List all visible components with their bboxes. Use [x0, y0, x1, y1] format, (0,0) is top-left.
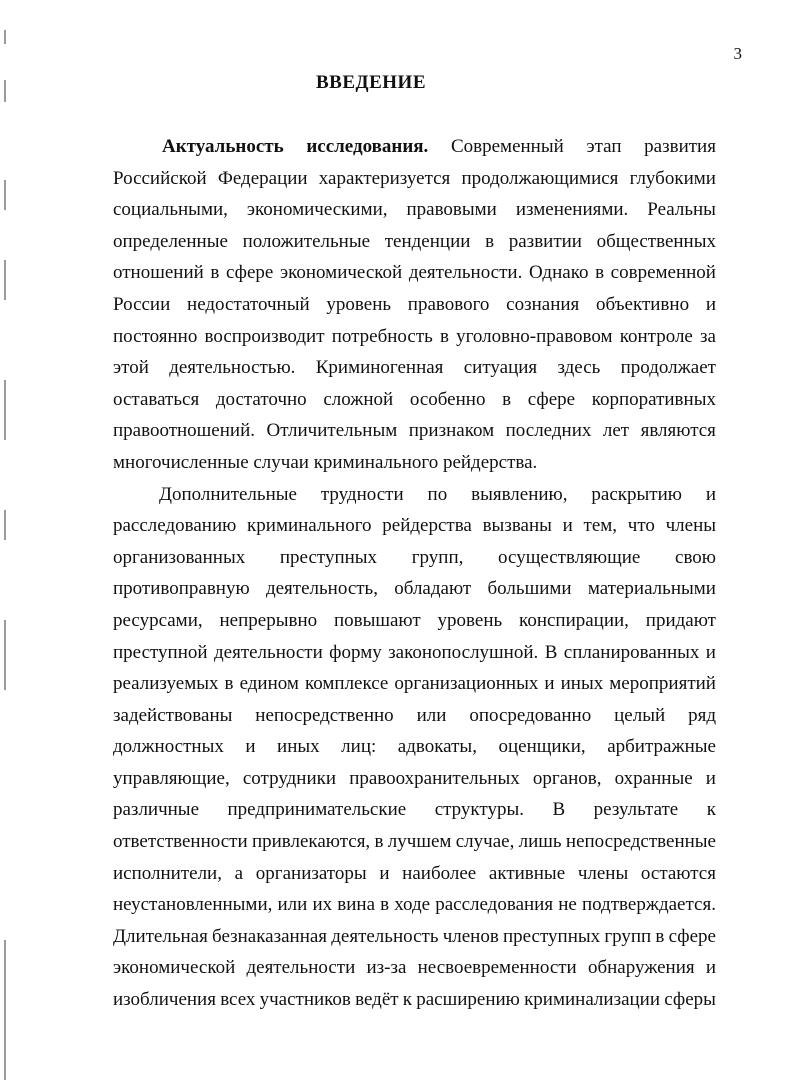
word: их	[312, 894, 333, 916]
text-line	[113, 668, 716, 700]
word: правового	[407, 293, 490, 315]
word: повышают	[333, 609, 421, 631]
word: задействованы	[113, 704, 233, 726]
word: криминализации	[524, 989, 661, 1011]
word: не	[558, 894, 577, 916]
word: исполнители,	[113, 862, 222, 884]
text-line	[113, 731, 716, 763]
word: сфере	[226, 262, 274, 284]
text-line	[113, 605, 716, 637]
word: рейдерства	[382, 515, 472, 537]
word: последних	[505, 420, 592, 442]
word: в	[502, 388, 512, 410]
word: сложной	[323, 388, 394, 410]
word: и	[705, 641, 716, 663]
word: или	[277, 894, 308, 916]
word: уровень	[326, 293, 392, 315]
word: привлекаются,	[251, 831, 371, 853]
scan-edge-mark	[4, 180, 6, 210]
text-line-content: многочисленные случаи криминального рейдерства.	[113, 451, 538, 473]
word: тем,	[583, 515, 618, 537]
word: определенные	[113, 230, 228, 252]
word: материальными	[587, 578, 716, 600]
word: целый	[614, 704, 666, 726]
word: иных	[277, 736, 320, 758]
scan-edge-mark	[4, 510, 6, 540]
word: мероприятий	[609, 673, 716, 695]
word: социальными,	[113, 199, 228, 221]
word: тенденции	[384, 230, 471, 252]
word: характеризуется	[318, 167, 451, 189]
word: Современный	[450, 136, 564, 157]
text-line	[113, 858, 716, 890]
word: остаются	[640, 862, 716, 884]
word: в	[595, 262, 605, 284]
word: и	[705, 293, 716, 315]
word: должностных	[113, 736, 224, 758]
word: ведёт	[355, 989, 399, 1011]
word: иных	[560, 673, 604, 695]
word: выявлению,	[471, 483, 568, 505]
word: ответственности	[113, 831, 248, 853]
word: реализуемых	[113, 673, 219, 695]
word: сферы	[664, 989, 716, 1011]
text-line	[113, 921, 716, 953]
word: Длительная	[113, 925, 208, 947]
word: изобличения	[113, 989, 216, 1011]
word: Федерации	[217, 167, 308, 189]
word: деятельности	[213, 641, 323, 663]
word: изменениями.	[515, 199, 629, 221]
body-text	[113, 131, 716, 1016]
word: в	[655, 925, 665, 947]
text-line	[113, 479, 716, 511]
word: результате	[593, 799, 679, 821]
word: потребность	[331, 325, 433, 347]
text-line	[113, 889, 716, 921]
word: лишь	[518, 831, 562, 853]
word: этап	[586, 136, 622, 157]
word: В	[544, 641, 558, 663]
word: правоотношений.	[113, 420, 255, 442]
word: управляющие,	[113, 767, 230, 789]
word: Актуальность	[162, 136, 284, 157]
word: наиболее	[402, 862, 477, 884]
word: организационных	[394, 673, 539, 695]
word: различные	[113, 799, 200, 821]
text-line	[113, 321, 716, 353]
word: в	[439, 325, 449, 347]
word: раскрытию	[591, 483, 682, 505]
word: форму	[329, 641, 382, 663]
word: органов,	[532, 767, 602, 789]
word: свою	[675, 546, 716, 568]
word: расширению	[416, 989, 520, 1011]
word: члены	[577, 862, 629, 884]
text-line	[113, 510, 716, 542]
word: являются	[640, 420, 716, 442]
text-line	[113, 573, 716, 605]
word: глубокими	[629, 167, 716, 189]
word: недостаточный	[187, 293, 310, 315]
word: особенно	[409, 388, 486, 410]
word: В	[552, 799, 566, 821]
word: сфере	[527, 388, 576, 410]
word: и	[562, 515, 573, 537]
word: развитии	[508, 230, 582, 252]
word: ряд	[688, 704, 716, 726]
word: и	[379, 862, 390, 884]
text-line	[113, 952, 716, 984]
text-line	[113, 447, 716, 479]
word: здесь	[557, 357, 601, 379]
text-line	[113, 257, 716, 289]
text-line	[113, 700, 716, 732]
word: опосредованно	[469, 704, 592, 726]
word: сфере	[668, 925, 716, 947]
word: правоохранительных	[349, 767, 520, 789]
word: развития	[644, 136, 716, 157]
word: охранные	[614, 767, 693, 789]
word: случае,	[455, 831, 515, 853]
scan-edge-mark	[4, 620, 6, 690]
text-line	[113, 415, 716, 447]
word: воспроизводит	[204, 325, 325, 347]
word: вина	[337, 894, 376, 916]
word: спланированных	[563, 641, 700, 663]
word: Реальны	[647, 199, 716, 221]
word: криминального	[247, 515, 372, 537]
page-number: 3	[733, 44, 742, 63]
word: конспирации,	[519, 609, 629, 631]
text-line	[113, 384, 716, 416]
word: обнаружения	[587, 957, 695, 979]
word: адвокаты,	[397, 736, 477, 758]
word: Российской	[113, 167, 207, 189]
word: организованных	[113, 546, 246, 568]
word: в	[380, 894, 390, 916]
text-line	[113, 637, 716, 669]
word: участников	[259, 989, 351, 1011]
word: к	[402, 989, 413, 1011]
text-line	[113, 984, 716, 1016]
word: арбитражные	[607, 736, 716, 758]
word: преступных	[502, 925, 601, 947]
word: и	[544, 673, 555, 695]
word: лучшем	[387, 831, 452, 853]
word: Криминогенная	[315, 357, 444, 379]
text-line	[113, 542, 716, 574]
word: безнаказанная	[212, 925, 328, 947]
word: активные	[488, 862, 566, 884]
word: в	[224, 673, 234, 695]
word: экономической	[113, 957, 236, 979]
word: уголовно-правовом	[456, 325, 613, 347]
word: групп,	[411, 546, 464, 568]
word: расследования	[435, 894, 554, 916]
word: корпоративных	[591, 388, 716, 410]
word: продолжающимися	[461, 167, 619, 189]
word: преступных	[279, 546, 378, 568]
word: преступной	[113, 641, 208, 663]
word: и	[705, 767, 716, 789]
word: трудности	[320, 483, 404, 505]
word: в	[374, 831, 384, 853]
word: современной	[610, 262, 716, 284]
word: противоправную	[113, 578, 250, 600]
word: и	[705, 483, 716, 505]
word: экономическими,	[246, 199, 388, 221]
word: членов	[442, 925, 499, 947]
word: исследования.	[306, 136, 429, 157]
text-line	[113, 289, 716, 321]
word: общественных	[596, 230, 716, 252]
word: продолжает	[620, 357, 716, 379]
word: придают	[645, 609, 716, 631]
word: признаком	[408, 420, 495, 442]
word: осуществляющие	[498, 546, 641, 568]
word: непосредственно	[255, 704, 394, 726]
word: из-за	[366, 957, 407, 979]
word: деятельности.	[408, 262, 523, 284]
word: оставаться	[113, 388, 200, 410]
text-line	[113, 163, 716, 195]
word: России	[113, 293, 171, 315]
word: комплексе	[304, 673, 389, 695]
word: ресурсами,	[113, 609, 203, 631]
scan-edge-mark	[4, 940, 6, 1080]
word: Однако	[528, 262, 589, 284]
word: едином	[239, 673, 299, 695]
word: объективно	[596, 293, 690, 315]
word: законопослушной.	[388, 641, 539, 663]
word: расследованию	[113, 515, 237, 537]
scan-edge-mark	[4, 380, 6, 440]
word: несвоевременности	[417, 957, 577, 979]
word: всех	[220, 989, 256, 1011]
word: организаторы	[255, 862, 367, 884]
word: оценщики,	[498, 736, 586, 758]
word: или	[416, 704, 447, 726]
text-line	[113, 794, 716, 826]
word: постоянно	[113, 325, 198, 347]
word: по	[427, 483, 448, 505]
word: и	[705, 957, 716, 979]
word: в	[485, 230, 495, 252]
word: деятельности	[246, 957, 356, 979]
page-title: ВВЕДЕНИЕ	[316, 72, 426, 93]
word: непосредственные	[565, 831, 716, 853]
word: отношений	[113, 262, 204, 284]
word: члены	[665, 515, 716, 537]
word: непрерывно	[219, 609, 318, 631]
word: экономической	[279, 262, 403, 284]
scan-edge-mark	[4, 260, 6, 300]
word: уровень	[437, 609, 503, 631]
word: к	[706, 799, 716, 821]
word: ходе	[394, 894, 431, 916]
word: и	[245, 736, 256, 758]
word: в	[210, 262, 220, 284]
word: лет	[602, 420, 630, 442]
text-line	[113, 131, 716, 163]
word: большими	[487, 578, 572, 600]
word: групп	[604, 925, 652, 947]
word: сознания	[506, 293, 580, 315]
word: что	[627, 515, 655, 537]
word: контроле	[619, 325, 693, 347]
word: деятельностью.	[169, 357, 296, 379]
text-line	[113, 226, 716, 258]
word: предпринимательские	[227, 799, 407, 821]
word: за	[700, 325, 716, 347]
scan-edge-mark	[4, 30, 6, 44]
word: Дополнительные	[159, 483, 297, 505]
word: структуры.	[434, 799, 524, 821]
word: сотрудники	[242, 767, 337, 789]
text-line	[113, 763, 716, 795]
word: обладают	[394, 578, 472, 600]
word: вызваны	[482, 515, 552, 537]
word: ситуация	[463, 357, 538, 379]
word: деятельность,	[265, 578, 378, 600]
word: положительные	[242, 230, 371, 252]
word: деятельность	[331, 925, 439, 947]
word: неустановленными,	[113, 894, 273, 916]
word: правовыми	[406, 199, 497, 221]
text-line	[113, 352, 716, 384]
scan-edge-mark	[4, 80, 6, 102]
word: этой	[113, 357, 149, 379]
word: лиц:	[341, 736, 377, 758]
word: достаточно	[215, 388, 307, 410]
word: а	[234, 862, 244, 884]
text-line	[113, 194, 716, 226]
text-line	[113, 826, 716, 858]
word: Отличительным	[266, 420, 398, 442]
word: подтверждается.	[581, 894, 716, 916]
